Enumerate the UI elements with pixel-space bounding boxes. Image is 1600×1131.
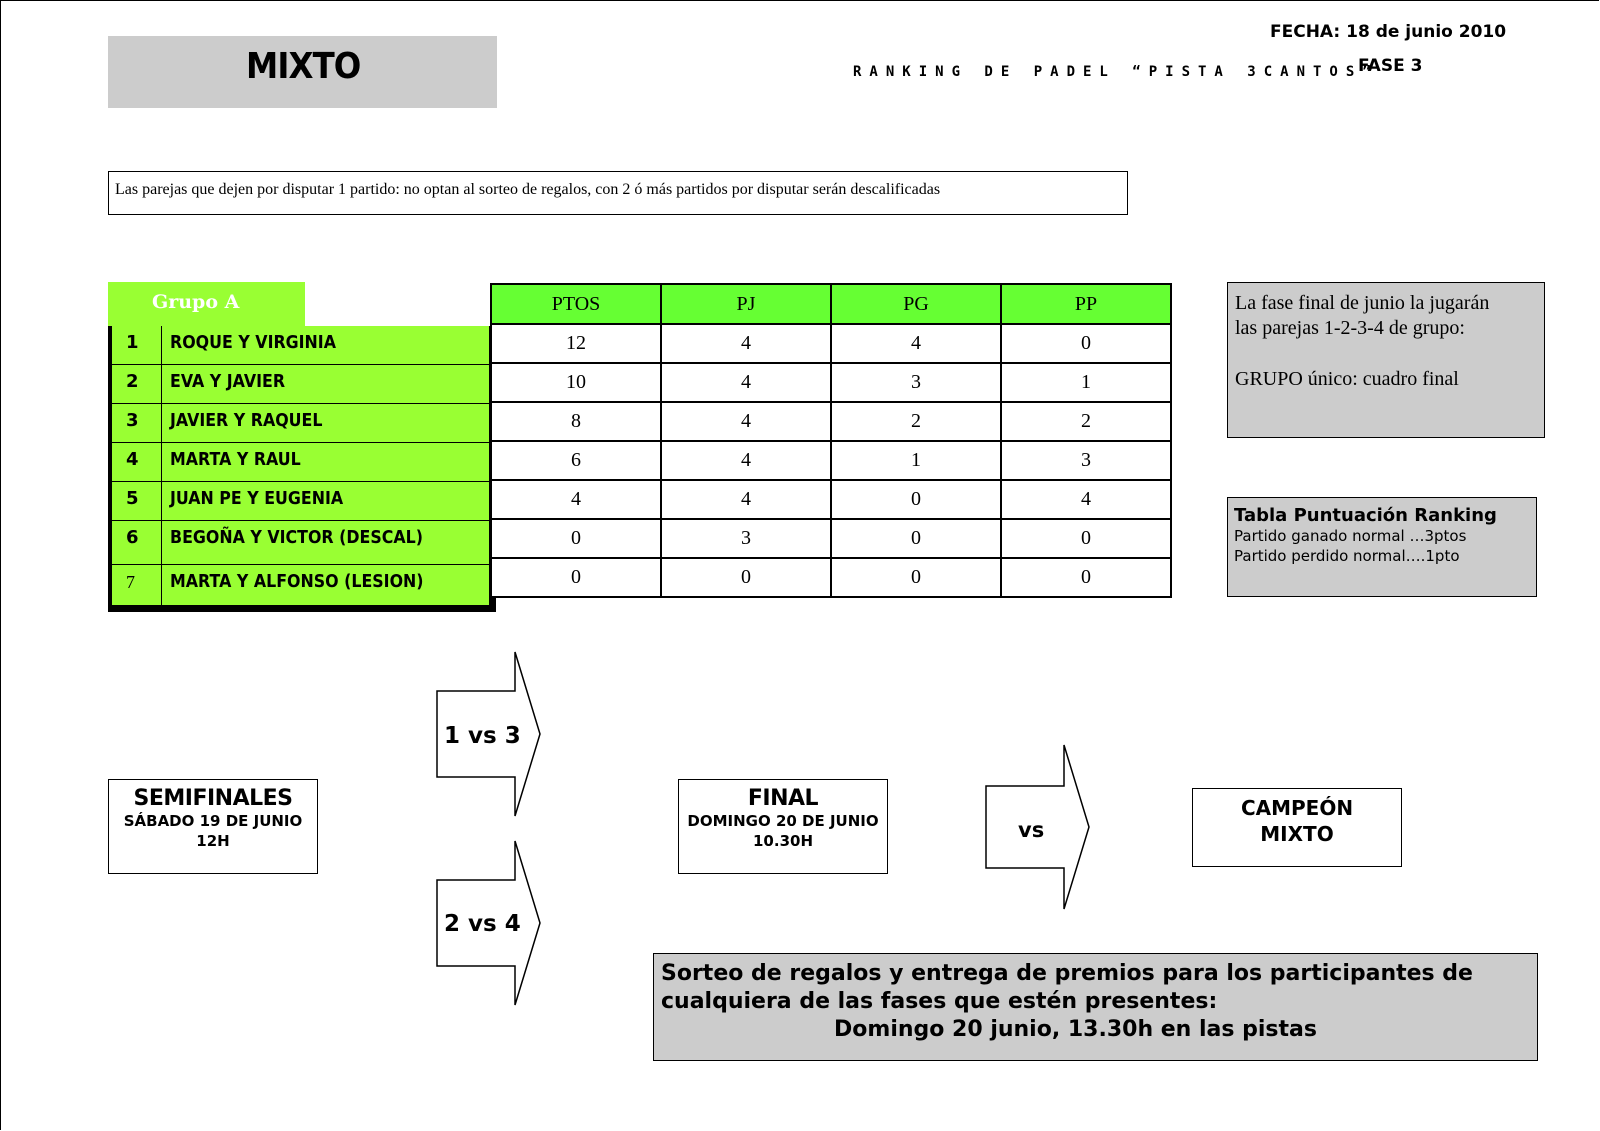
info-line: La fase final de junio la jugarán <box>1235 292 1490 314</box>
team-position: 3 <box>112 404 162 442</box>
vs-label: vs <box>1018 818 1045 842</box>
info-line: GRUPO único: cuadro final <box>1235 368 1459 390</box>
champion-box <box>1192 788 1402 867</box>
stats-row <box>491 480 1171 519</box>
match-2-label: 2 vs 4 <box>444 911 521 937</box>
team-position: 7 <box>112 565 162 605</box>
cell-ptos: 0 <box>491 519 661 558</box>
stats-header-row <box>491 284 1171 324</box>
scoring-line: Partido perdido normal….1pto <box>1234 547 1460 565</box>
final-phase-info <box>1227 282 1545 438</box>
stats-row <box>491 441 1171 480</box>
semifinales-time: 12H <box>196 832 230 850</box>
semifinales-box <box>108 779 318 874</box>
scoring-line: Partido ganado normal …3ptos <box>1234 527 1467 545</box>
cell-pj: 4 <box>661 363 831 402</box>
column-header-pp: PP <box>1001 284 1171 324</box>
stats-row <box>491 324 1171 363</box>
cell-pp: 3 <box>1001 441 1171 480</box>
cell-pg: 1 <box>831 441 1001 480</box>
semifinales-date: SÁBADO 19 DE JUNIO <box>123 812 303 830</box>
cell-pg: 0 <box>831 558 1001 597</box>
stats-row <box>491 363 1171 402</box>
cell-ptos: 8 <box>491 402 661 441</box>
info-line: las parejas 1-2-3-4 de grupo: <box>1235 317 1465 339</box>
column-header-pg: PG <box>831 284 1001 324</box>
stats-row <box>491 402 1171 441</box>
stats-row <box>491 519 1171 558</box>
team-position: 5 <box>112 482 162 520</box>
cell-pp: 4 <box>1001 480 1171 519</box>
cell-pj: 4 <box>661 324 831 363</box>
date-label: FECHA: 18 de junio 2010 <box>1270 22 1507 42</box>
teams-list <box>108 326 496 612</box>
team-row <box>112 482 489 521</box>
cell-pj: 4 <box>661 441 831 480</box>
team-name: MARTA Y ALFONSO (LESION) <box>170 571 424 592</box>
cell-pg: 0 <box>831 519 1001 558</box>
cell-pg: 3 <box>831 363 1001 402</box>
team-name: JUAN PE Y EUGENIA <box>170 488 344 509</box>
cell-pj: 4 <box>661 402 831 441</box>
cell-pp: 0 <box>1001 519 1171 558</box>
stats-row <box>491 558 1171 597</box>
cell-pg: 4 <box>831 324 1001 363</box>
semifinales-title: SEMIFINALES <box>133 786 293 811</box>
team-position: 4 <box>112 443 162 481</box>
final-box <box>678 779 888 874</box>
champion-line: MIXTO <box>1260 822 1334 846</box>
title-box <box>108 36 497 108</box>
cell-pj: 4 <box>661 480 831 519</box>
final-date: DOMINGO 20 DE JUNIO <box>687 812 879 830</box>
page-title: MIXTO <box>246 46 361 87</box>
team-row <box>112 443 489 482</box>
team-row <box>112 565 489 605</box>
team-position: 6 <box>112 521 162 564</box>
stats-table <box>490 283 1172 598</box>
team-name: JAVIER Y RAQUEL <box>170 410 323 431</box>
cell-pp: 2 <box>1001 402 1171 441</box>
champion-line: CAMPEÓN <box>1240 796 1354 820</box>
match-1-label: 1 vs 3 <box>444 723 521 749</box>
prize-draw-box <box>653 953 1538 1061</box>
cell-pg: 0 <box>831 480 1001 519</box>
cell-pj: 3 <box>661 519 831 558</box>
team-row <box>112 326 489 365</box>
team-row <box>112 404 489 443</box>
prize-line: Sorteo de regalos y entrega de premios para los participantes de <box>661 961 1473 986</box>
scoring-title: Tabla Puntuación Ranking <box>1234 505 1497 526</box>
team-position: 1 <box>112 326 162 364</box>
team-name: ROQUE Y VIRGINIA <box>170 332 336 353</box>
group-tab <box>108 282 305 326</box>
prize-line: cualquiera de las fases que estén presentes: <box>661 989 1218 1014</box>
cell-pj: 0 <box>661 558 831 597</box>
final-title: FINAL <box>747 786 819 811</box>
team-name: MARTA Y RAUL <box>170 449 301 470</box>
final-time: 10.30H <box>753 832 813 850</box>
team-row <box>112 521 489 565</box>
cell-pg: 2 <box>831 402 1001 441</box>
phase-label: FASE 3 <box>1358 56 1423 76</box>
cell-ptos: 12 <box>491 324 661 363</box>
column-header-ptos: PTOS <box>491 284 661 324</box>
group-label: Grupo A <box>152 291 240 313</box>
prize-line: Domingo 20 junio, 13.30h en las pistas <box>834 1017 1317 1042</box>
ranking-title: RANKING DE PADEL “PISTA 3CANTOS” <box>853 64 1379 80</box>
column-header-pj: PJ <box>661 284 831 324</box>
cell-ptos: 0 <box>491 558 661 597</box>
cell-pp: 1 <box>1001 363 1171 402</box>
notice-box: Las parejas que dejen por disputar 1 partido: no optan al sorteo de regalos, con 2 ó más partidos por disputar serán descalificadas <box>108 171 1128 215</box>
team-position: 2 <box>112 365 162 403</box>
team-name: BEGOÑA Y VICTOR (DESCAL) <box>170 527 423 548</box>
team-row <box>112 365 489 404</box>
cell-ptos: 4 <box>491 480 661 519</box>
cell-ptos: 10 <box>491 363 661 402</box>
cell-pp: 0 <box>1001 324 1171 363</box>
team-name: EVA Y JAVIER <box>170 371 286 392</box>
scoring-table-box <box>1227 497 1537 597</box>
cell-pp: 0 <box>1001 558 1171 597</box>
cell-ptos: 6 <box>491 441 661 480</box>
